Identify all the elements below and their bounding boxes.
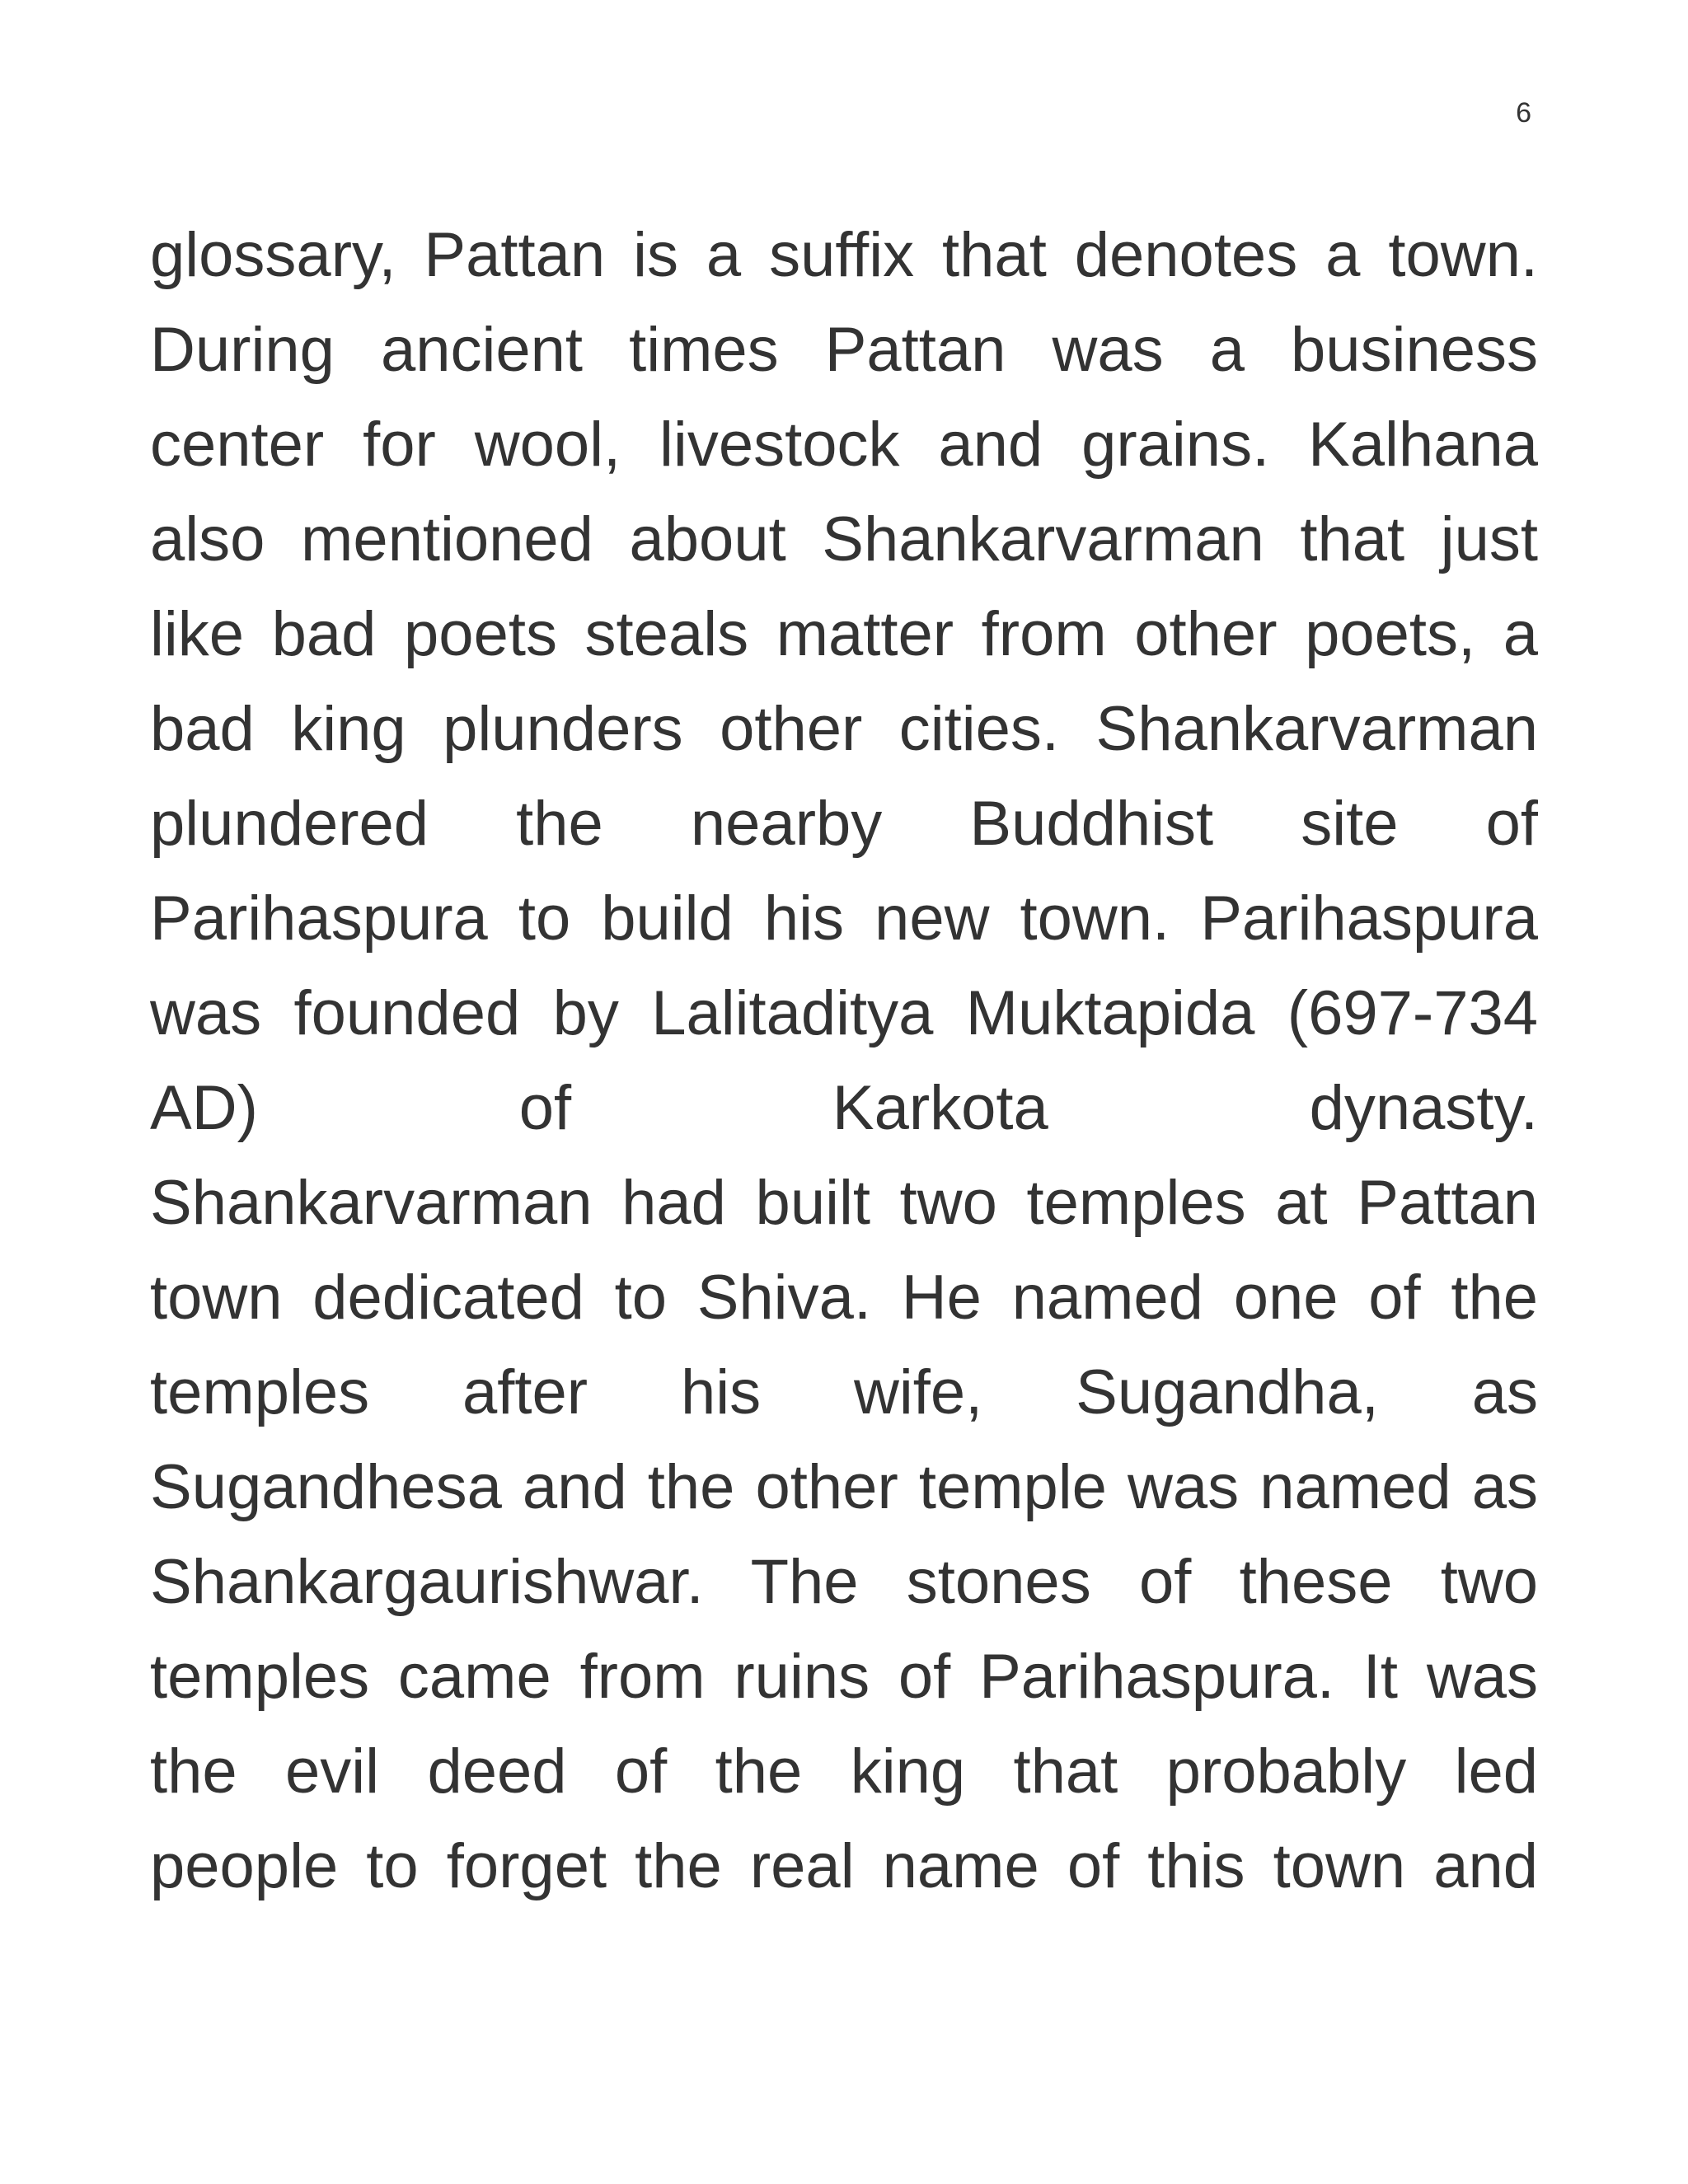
- text-line: bad king plunders other cities. Shankarvarman: [150, 694, 1538, 764]
- text-line: Shankargaurishwar. The stones of these two: [150, 1547, 1538, 1617]
- text-line: town dedicated to Shiva. He named one of the: [150, 1263, 1538, 1333]
- page-number: 6: [1516, 97, 1531, 129]
- text-line: people to forget the real name of this town and: [150, 1831, 1538, 1901]
- text-line: like bad poets steals matter from other poets, a: [150, 599, 1538, 669]
- text-line: Parihaspura to build his new town. Parihaspura: [150, 883, 1538, 954]
- text-line: AD) of Karkota dynasty.: [150, 1073, 1538, 1143]
- text-line: was founded by Lalitaditya Muktapida (697-734: [150, 978, 1538, 1048]
- text-line: Shankarvarman had built two temples at Pattan: [150, 1168, 1538, 1238]
- text-line: Sugandhesa and the other temple was named as: [150, 1452, 1538, 1522]
- text-line: glossary, Pattan is a suffix that denotes a town.: [150, 220, 1538, 290]
- text-line: During ancient times Pattan was a business: [150, 315, 1538, 385]
- text-line: the evil deed of the king that probably led: [150, 1736, 1538, 1807]
- text-line: temples came from ruins of Parihaspura. It was: [150, 1642, 1538, 1712]
- text-line: plundered the nearby Buddhist site of: [150, 789, 1538, 859]
- text-line: also mentioned about Shankarvarman that just: [150, 504, 1538, 574]
- text-line: center for wool, livestock and grains. Kalhana: [150, 410, 1538, 480]
- text-line: temples after his wife, Sugandha, as: [150, 1357, 1538, 1427]
- body-text: [150, 208, 1538, 1914]
